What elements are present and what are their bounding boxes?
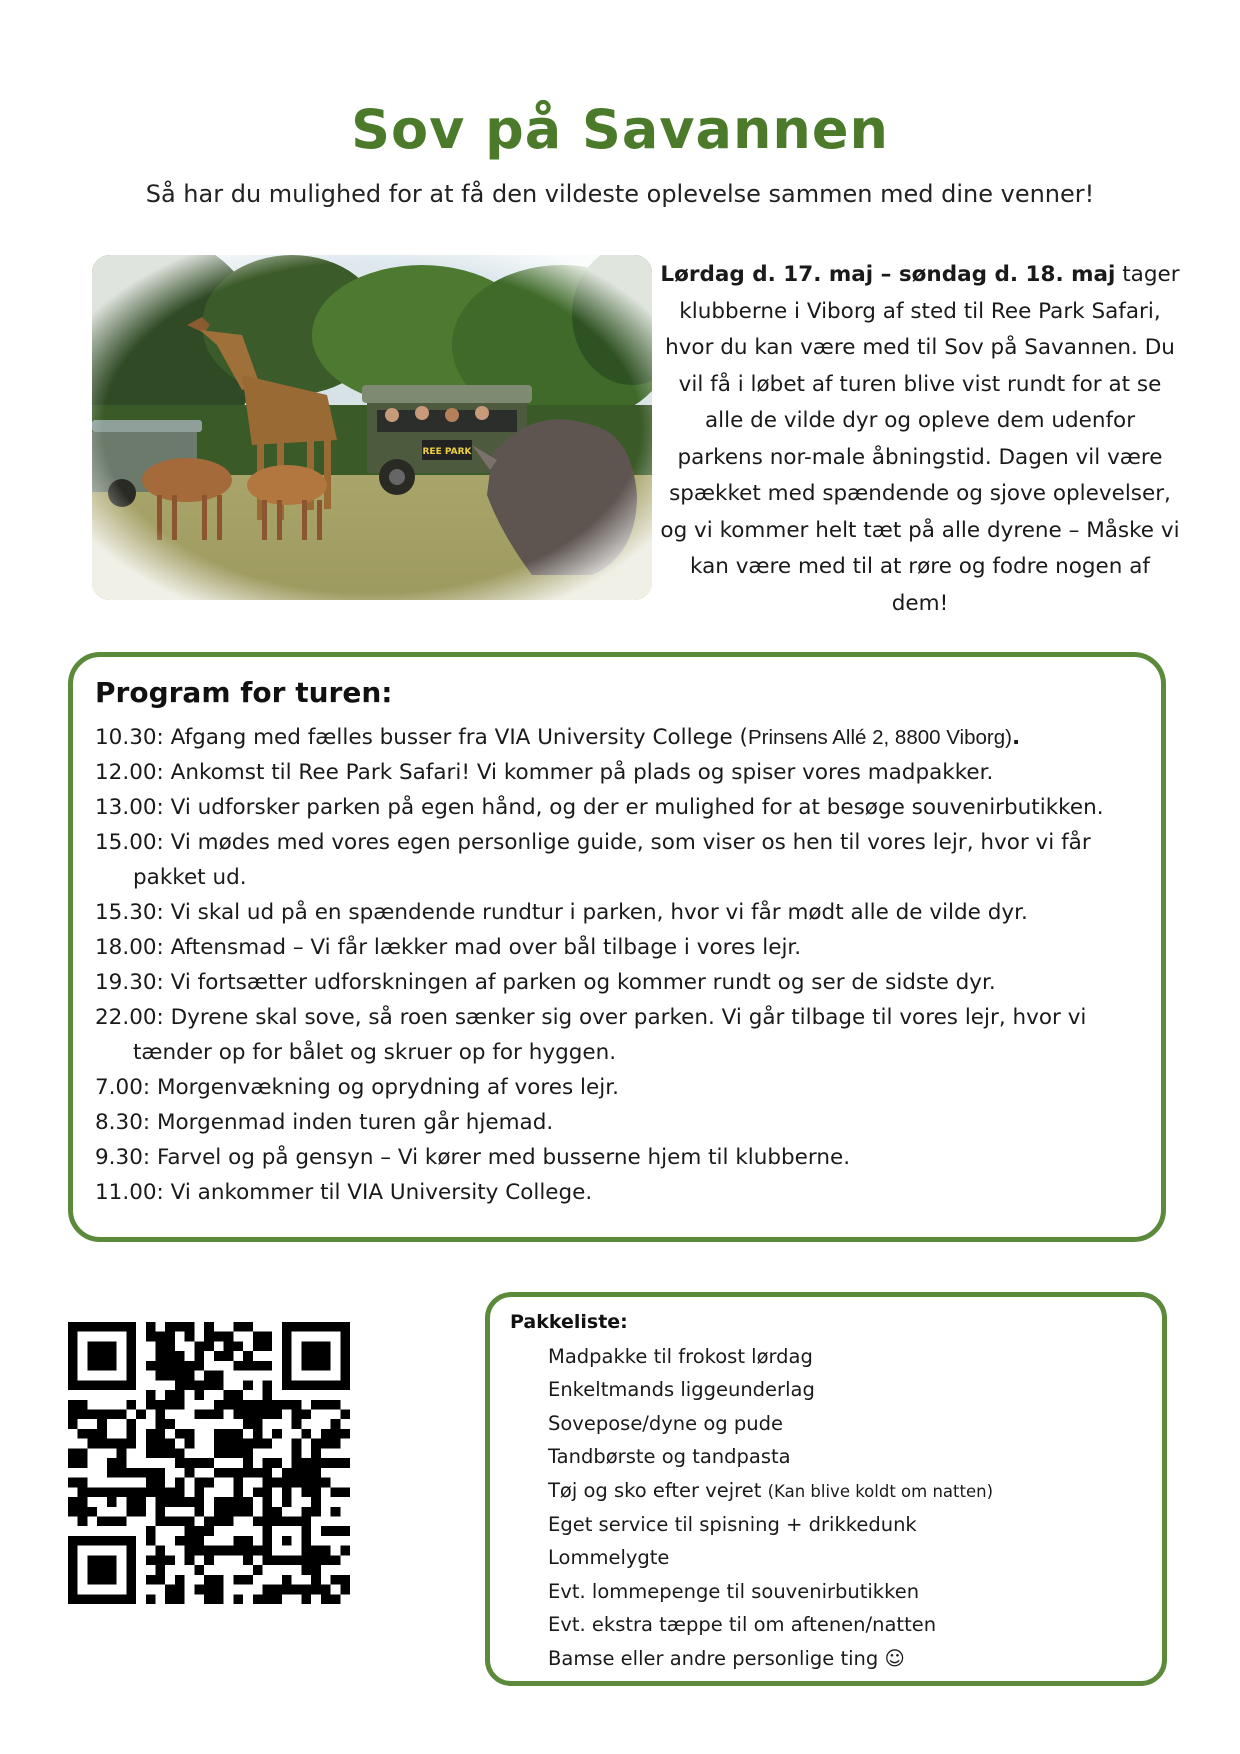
qr-code[interactable] (68, 1322, 350, 1604)
page-title: Sov på Savannen (351, 98, 889, 161)
program-item: 10.30: Afgang med fælles busser fra VIA University College (Prinsens Allé 2, 8800 Viborg). (95, 725, 1021, 750)
packing-item: Sovepose/dyne og pude (548, 1411, 783, 1435)
qr-code-graphic (68, 1322, 350, 1604)
program-item: 7.00: Morgenvækning og oprydning af vores lejr. (95, 1075, 619, 1100)
packing-item: Lommelygte (548, 1546, 670, 1570)
program-item: 19.30: Vi fortsætter udforskningen af parken og kommer rundt og ser de sidste dyr. (95, 970, 996, 995)
program-item: 9.30: Farvel og på gensyn – Vi kører med busserne hjem til klubberne. (95, 1145, 851, 1170)
packing-item: Bamse eller andre personlige ting ☺ (548, 1646, 905, 1670)
safari-photo (92, 255, 652, 600)
page-subtitle: Så har du mulighed for at få den vildeste oplevelse sammen med dine venner! (145, 180, 1095, 208)
packing-list (548, 1340, 993, 1675)
packing-item: Enkeltmands liggeunderlag (548, 1378, 815, 1402)
program-address: Prinsens Allé 2, 8800 Viborg) (747, 726, 1012, 749)
packing-item: Madpakke til frokost lørdag (548, 1345, 813, 1368)
program-item: 15.00: Vi mødes med vores egen personlige guide, som viser os hen til vores lejr, hvor vi får pakket ud. (95, 830, 1091, 890)
packing-item: Evt. ekstra tæppe til om aftenen/natten (548, 1613, 937, 1637)
packing-note: (Kan blive koldt om natten) (767, 1481, 994, 1501)
program-item: 12.00: Ankomst til Ree Park Safari! Vi kommer på plads og spiser vores madpakker. (95, 760, 994, 785)
program-item: 22.00: Dyrene skal sove, så roen sænker sig over parken. Vi går tilbage til vores lejr, hvor vi tænder op for bålet og skruer op for hyggen. (95, 1005, 1087, 1065)
program-item: 11.00: Vi ankommer til VIA University College. (95, 1180, 593, 1205)
program-item: 18.00: Aftensmad – Vi får lækker mad over bål tilbage i vores lejr. (95, 935, 802, 960)
program-list (95, 720, 1155, 1210)
program-title: Program for turen: (95, 676, 393, 709)
packing-item: Tandbørste og tandpasta (548, 1445, 791, 1469)
intro-date: Lørdag d. 17. maj – søndag d. 18. maj (660, 262, 1116, 287)
packing-item: Tøj og sko efter vejret (Kan blive koldt om natten) (548, 1478, 994, 1502)
packing-item: Eget service til spisning + drikkedunk (548, 1513, 917, 1537)
intro-body: tager klubberne i Viborg af sted til Ree Park Safari, hvor du kan være med til Sov på Savannen. Du vil få i løbet af turen blive vist rundt for at se alle de vilde dyr og opleve dem udenfor parkens nor-male åbningstid. Dagen vil være spækket med spændende og sjove oplevelser, og vi kommer helt tæt på alle dyrene – Måske vi kan være med til at røre og fodre nogen af dem! (660, 262, 1180, 616)
program-item: 13.00: Vi udforsker parken på egen hånd, og der er mulighed for at besøge souvenirbutikken. (95, 795, 1104, 820)
packing-item: Evt. lommepenge til souvenirbutikken (548, 1579, 920, 1603)
program-item: 15.30: Vi skal ud på en spændende rundtur i parken, hvor vi får mødt alle de vilde dyr. (95, 900, 1028, 925)
program-item: 8.30: Morgenmad inden turen går hjemad. (95, 1110, 554, 1135)
intro-text (660, 257, 1180, 622)
packing-title: Pakkeliste: (510, 1311, 628, 1333)
